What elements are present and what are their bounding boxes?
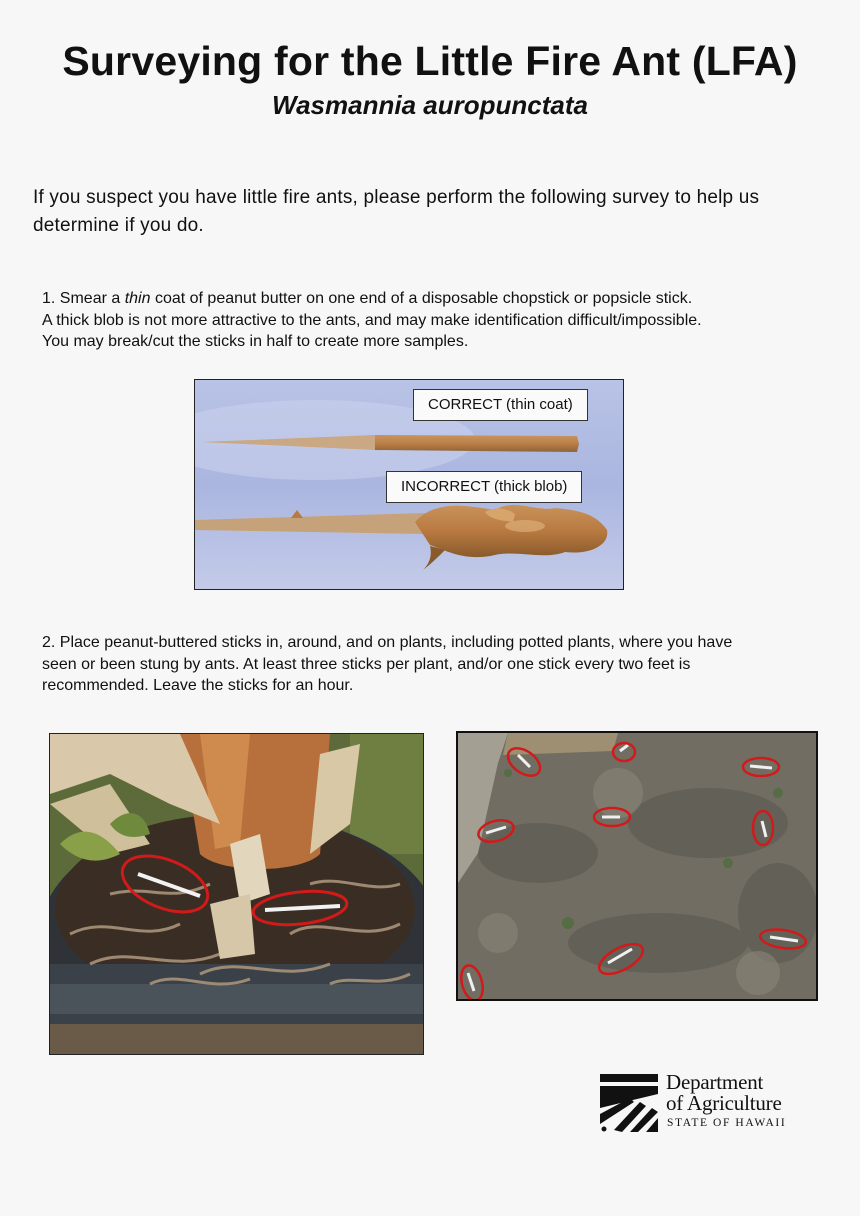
step-2-line-3: recommended. Leave the sticks for an hour. [42, 677, 354, 694]
hawaii-agriculture-logo-icon [600, 1074, 660, 1132]
page-title: Surveying for the Little Fire Ant (LFA) [62, 38, 798, 84]
step-2-line-1: 2. Place peanut-buttered sticks in, around, and on plants, including potted plants, where you have [42, 634, 733, 651]
logo-text-state: STATE OF HAWAII [667, 1117, 787, 1129]
potted-plant-illustration [50, 734, 423, 1054]
ground-photo [456, 731, 818, 1001]
ground-illustration [458, 733, 816, 999]
step-2-line-2: seen or been stung by ants. At least three sticks per plant, and/or one stick every two feet is [42, 655, 691, 673]
department-logo [600, 1072, 820, 1132]
incorrect-label: INCORRECT (thick blob) [386, 471, 582, 503]
chopstick-photo [194, 379, 624, 590]
step-1-line-3: You may break/cut the sticks in half to create more samples. [42, 333, 469, 350]
intro-paragraph: If you suspect you have little fire ants, please perform the following survey to help us determine if you do. [33, 187, 760, 236]
step-1-line-1: 1. Smear a thin coat of peanut butter on one end of a disposable chopstick or popsicle stick. [42, 290, 693, 307]
step-1-text [42, 288, 842, 353]
page-subtitle: Wasmannia auropunctata [272, 90, 588, 120]
logo-text-agriculture: of Agriculture [666, 1091, 782, 1115]
logo-text-department: Department [666, 1070, 764, 1094]
potted-plant-photo [49, 733, 424, 1055]
step-1-line-2: A thick blob is not more attractive to the ants, and may make identification difficult/impossible. [42, 311, 702, 329]
correct-label: CORRECT (thin coat) [413, 389, 588, 421]
step-1-emphasis: thin [124, 290, 151, 307]
step-2-text [42, 632, 842, 697]
